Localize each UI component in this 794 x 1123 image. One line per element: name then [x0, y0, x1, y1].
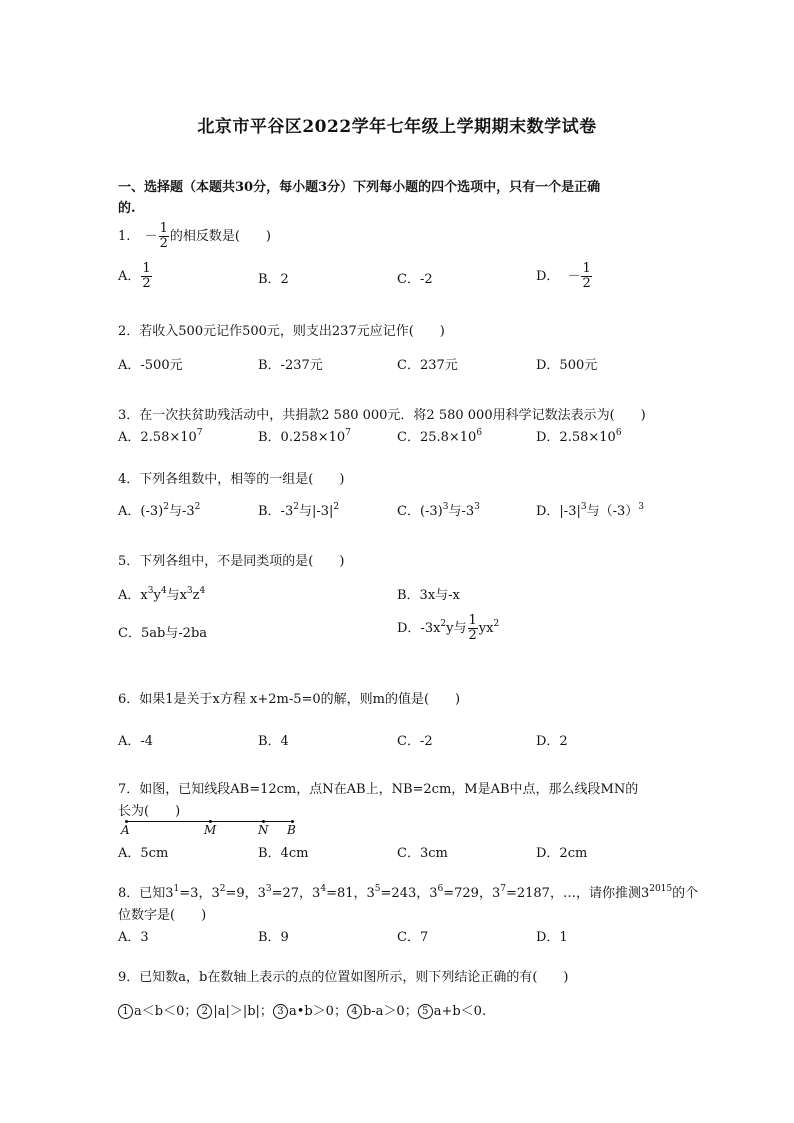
exponent: 2015 [649, 884, 673, 894]
question-6-stem: 6．如果1是关于x方程 x+2m-5=0的解，则m的值是( ) [118, 692, 461, 707]
exponent: 2 [194, 502, 201, 512]
exponent: 2 [440, 619, 447, 629]
option-text: y [153, 588, 161, 603]
section-heading-line2: 的. [118, 201, 136, 216]
exponent: 2 [333, 502, 340, 512]
option-text: A．x [118, 588, 148, 603]
q4-option-c [397, 500, 480, 519]
q3-option-c [397, 426, 482, 445]
option-text: A．2.58×10 [118, 430, 197, 445]
statement: a+b＜0. [433, 1004, 487, 1019]
fraction-denominator: 2 [159, 236, 168, 251]
q3-option-b [258, 426, 351, 445]
exponent: 3 [186, 586, 193, 596]
q5-option-d [397, 614, 499, 643]
minus-sign: － [567, 269, 581, 284]
exponent: 3 [265, 884, 272, 894]
q5-option-b: B．3x与-x [397, 588, 460, 603]
statement: a•b＞0； [288, 1004, 347, 1019]
text: =81，3 [326, 886, 375, 901]
text: =3，3 [179, 886, 220, 901]
q8-option-d: D．1 [536, 930, 568, 945]
q2-option-c: C．237元 [397, 358, 458, 373]
option-label: D． [536, 269, 560, 284]
exponent: 3 [474, 502, 480, 512]
text: =243，3 [380, 886, 438, 901]
text: 8．已知3 [118, 886, 174, 901]
q5-option-a [118, 584, 205, 603]
question-5-stem: 5．下列各组中，不是同类项的是( ) [118, 554, 345, 569]
q6-option-b: B．4 [258, 734, 289, 749]
exponent: 3 [147, 586, 154, 596]
question-4-stem: 4．下列各组数中，相等的一组是( ) [118, 472, 345, 487]
option-text: D．-3x [397, 621, 441, 636]
q1-option-d [536, 262, 593, 291]
text: 的个 [672, 886, 699, 901]
question-3-stem: 3．在一次扶贫助残活动中，共捐款2 580 000元．将2 580 000用科学记数法表示为( ) [118, 408, 646, 423]
option-text: D．2.58×10 [536, 430, 616, 445]
exponent: 5 [374, 884, 381, 894]
q9-statements [118, 1000, 486, 1019]
fraction-denominator: 2 [582, 276, 591, 291]
fraction [159, 222, 169, 251]
exponent: 7 [196, 428, 203, 438]
q7-option-a: A．5cm [118, 846, 169, 861]
exponent: 2 [293, 502, 299, 512]
q1-option-a [118, 262, 153, 291]
statement: a＜b＜0； [134, 1004, 198, 1019]
option-text: 与-3 [448, 504, 475, 519]
question-number: 1. [118, 229, 131, 244]
q8-option-b: B．9 [258, 930, 289, 945]
exponent: 3 [442, 502, 449, 512]
q6-option-a: A．-4 [118, 734, 154, 749]
circled-number-4: 4 [347, 1004, 362, 1019]
option-text: B．0.258×10 [258, 430, 346, 445]
exponent: 2 [163, 502, 169, 512]
q8-option-a: A．3 [118, 930, 149, 945]
option-text: 与x [166, 588, 187, 603]
fraction [141, 262, 151, 291]
statement: b-a＞0； [362, 1004, 418, 1019]
label-a: A [121, 823, 130, 837]
question-7-stem-line1: 7．如图，已知线段AB=12cm，点N在AB上，NB=2cm，M是AB中点，那么线段MN的 [118, 782, 639, 797]
circled-number-3: 3 [273, 1004, 288, 1019]
q7-option-d: D．2cm [536, 846, 588, 861]
option-text: C．25.8×10 [397, 430, 477, 445]
fraction-denominator: 2 [142, 276, 151, 291]
q4-option-b [258, 500, 339, 519]
statement: |a|＞|b|； [213, 1004, 273, 1019]
question-2-stem: 2．若收入500元记作500元，则支出237元应记作( ) [118, 324, 445, 339]
fraction-denominator: 2 [468, 628, 477, 643]
q2-option-a: A．-500元 [118, 358, 183, 373]
q4-option-d [536, 500, 644, 519]
q5-option-c: C．5ab与-2ba [118, 626, 208, 641]
question-1-stem [118, 222, 271, 251]
exponent: 2 [493, 619, 500, 629]
option-text: yx [478, 621, 494, 636]
question-8-stem-line1 [118, 882, 698, 901]
q6-option-d: D．2 [536, 734, 568, 749]
exponent: 4 [320, 884, 327, 894]
fraction [581, 262, 591, 291]
fraction [468, 614, 478, 643]
option-text: B．-3 [258, 504, 294, 519]
q8-option-c: C．7 [397, 930, 429, 945]
option-text: 与-3 [168, 504, 195, 519]
exponent: 6 [476, 428, 483, 438]
option-text: D．|-3| [536, 504, 581, 519]
label-m: M [204, 823, 217, 837]
fraction-numerator: 1 [142, 261, 151, 276]
text: =9，3 [225, 886, 266, 901]
minus-sign: － [144, 229, 158, 244]
q2-option-d: D．500元 [536, 358, 598, 373]
circled-number-5: 5 [418, 1004, 433, 1019]
exponent: 6 [437, 884, 444, 894]
circled-number-2: 2 [197, 1004, 212, 1019]
q1-option-c: C．-2 [397, 272, 433, 287]
exponent: 1 [173, 884, 180, 894]
option-text: 与（-3） [586, 504, 639, 519]
exponent: 4 [199, 586, 206, 596]
option-text: y与 [446, 621, 467, 636]
q7-option-b: B．4cm [258, 846, 309, 861]
exponent: 7 [500, 884, 506, 894]
text: =729，3 [443, 886, 501, 901]
option-text: z [192, 588, 200, 603]
exponent: 7 [345, 428, 351, 438]
option-text: 与|-3| [298, 504, 334, 519]
circled-number-1: 1 [118, 1004, 133, 1019]
question-7-stem-line2: 长为( ) [118, 804, 181, 819]
exponent: 2 [219, 884, 226, 894]
option-text: A．(-3) [118, 504, 164, 519]
fraction-numerator: 1 [159, 221, 168, 236]
fraction-numerator: 1 [468, 613, 477, 628]
exponent: 3 [580, 502, 587, 512]
option-label: A． [118, 269, 141, 284]
q3-option-a [118, 426, 203, 445]
fraction-numerator: 1 [582, 261, 591, 276]
page-title: 北京市平谷区2022学年七年级上学期期末数学试卷 [197, 117, 597, 137]
text: =27，3 [271, 886, 321, 901]
question-text: 的相反数是( ) [169, 229, 271, 244]
q6-option-c: C．-2 [397, 734, 433, 749]
option-text: C．(-3) [397, 504, 443, 519]
exponent: 3 [638, 502, 644, 512]
label-n: N [258, 823, 269, 837]
label-b: B [287, 823, 296, 837]
q7-option-c: C．3cm [397, 846, 448, 861]
q2-option-b: B．-237元 [258, 358, 323, 373]
exponent: 6 [615, 428, 622, 438]
section-heading-line1: 一、选择题（本题共30分，每小题3分）下列每小题的四个选项中，只有一个是正确 [118, 180, 601, 195]
text: =2187，…，请你推测3 [505, 886, 650, 901]
question-8-stem-line2: 位数字是( ) [118, 908, 207, 923]
q3-option-d [536, 426, 622, 445]
exponent: 4 [160, 586, 167, 596]
q1-option-b: B．2 [258, 272, 289, 287]
q4-option-a [118, 500, 200, 519]
question-9-stem: 9．已知数a，b在数轴上表示的点的位置如图所示，则下列结论正确的有( ) [118, 970, 569, 985]
